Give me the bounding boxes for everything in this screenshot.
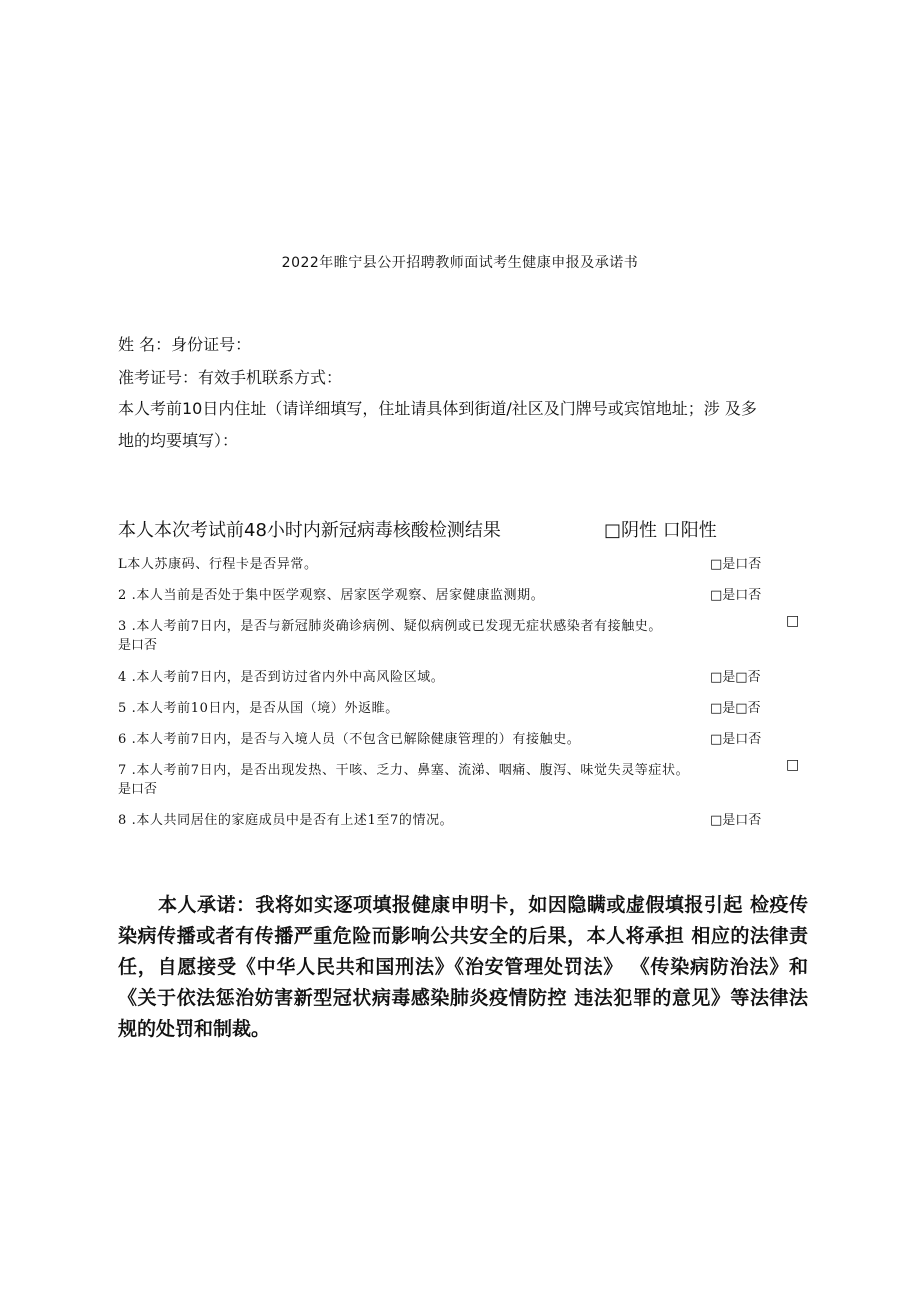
question-4: 4 .本人考前7日内，是否到访过省内外中高风险区域。	[118, 670, 445, 685]
question-3: 3 .本人考前7日内，是否与新冠肺炎确诊病例、疑似病例或已发现无症状感染者有接触史。	[118, 619, 663, 634]
address-line-cont: 地的均要填写）：	[118, 431, 239, 450]
pledge-paragraph: 本人承诺：我将如实逐项填报健康申明卡，如因隐瞒或虚假填报引起 检疫传染病传播或者有传播严重危险而影响公共安全的后果，本人将承担 相应的法律责任，自愿接受《中华人民共和国刑法》《治安管理处罚法》 《传染病防治法》和《关于依法惩治妨害新型冠状病毒感染肺炎疫情防控 违法犯罪的意见》等法律法规的处罚和制裁。	[118, 894, 808, 1040]
nucleic-test-options[interactable]: □阴性 口阳性	[604, 520, 717, 541]
exam-phone-line: 准考证号：有效手机联系方式：	[118, 368, 343, 387]
answer-8[interactable]: □是口否	[710, 813, 762, 828]
answer-3-box[interactable]: □	[786, 613, 800, 629]
question-7: 7 .本人考前7日内，是否出现发热、干咳、乏力、鼻塞、流涕、咽痛、腹泻、味觉失灵等症状。	[118, 763, 690, 778]
answer-1[interactable]: □是口否	[710, 557, 762, 572]
question-2: 2 .本人当前是否处于集中医学观察、居家医学观察、居家健康监测期。	[118, 588, 545, 603]
answer-5[interactable]: □是□否	[710, 701, 761, 716]
answer-3[interactable]: 是口否	[118, 638, 158, 653]
name-id-line: 姓 名：身份证号：	[118, 335, 252, 354]
document-title: 2022年睢宁县公开招聘教师面试考生健康申报及承诺书	[281, 255, 639, 271]
question-8: 8 .本人共同居住的家庭成员中是否有上述1至7的情况。	[118, 813, 454, 828]
nucleic-test-label: 本人本次考试前48小时内新冠病毒核酸检测结果	[118, 520, 501, 541]
address-line: 本人考前10日内住址（请详细填写，住址请具体到街道/社区及门牌号或宾馆地址；涉 及多	[118, 399, 757, 418]
answer-7-box[interactable]: □	[786, 757, 800, 773]
question-5: 5 .本人考前10日内，是否从国（境）外返睢。	[118, 701, 399, 716]
question-6: 6 .本人考前7日内，是否与入境人员（不包含已解除健康管理的）有接触史。	[118, 732, 581, 747]
answer-7[interactable]: 是口否	[118, 782, 158, 797]
answer-2[interactable]: □是口否	[710, 588, 762, 603]
answer-4[interactable]: □是□否	[710, 670, 761, 685]
answer-6[interactable]: □是口否	[710, 732, 762, 747]
question-1: L本人苏康码、行程卡是否异常。	[118, 557, 318, 572]
